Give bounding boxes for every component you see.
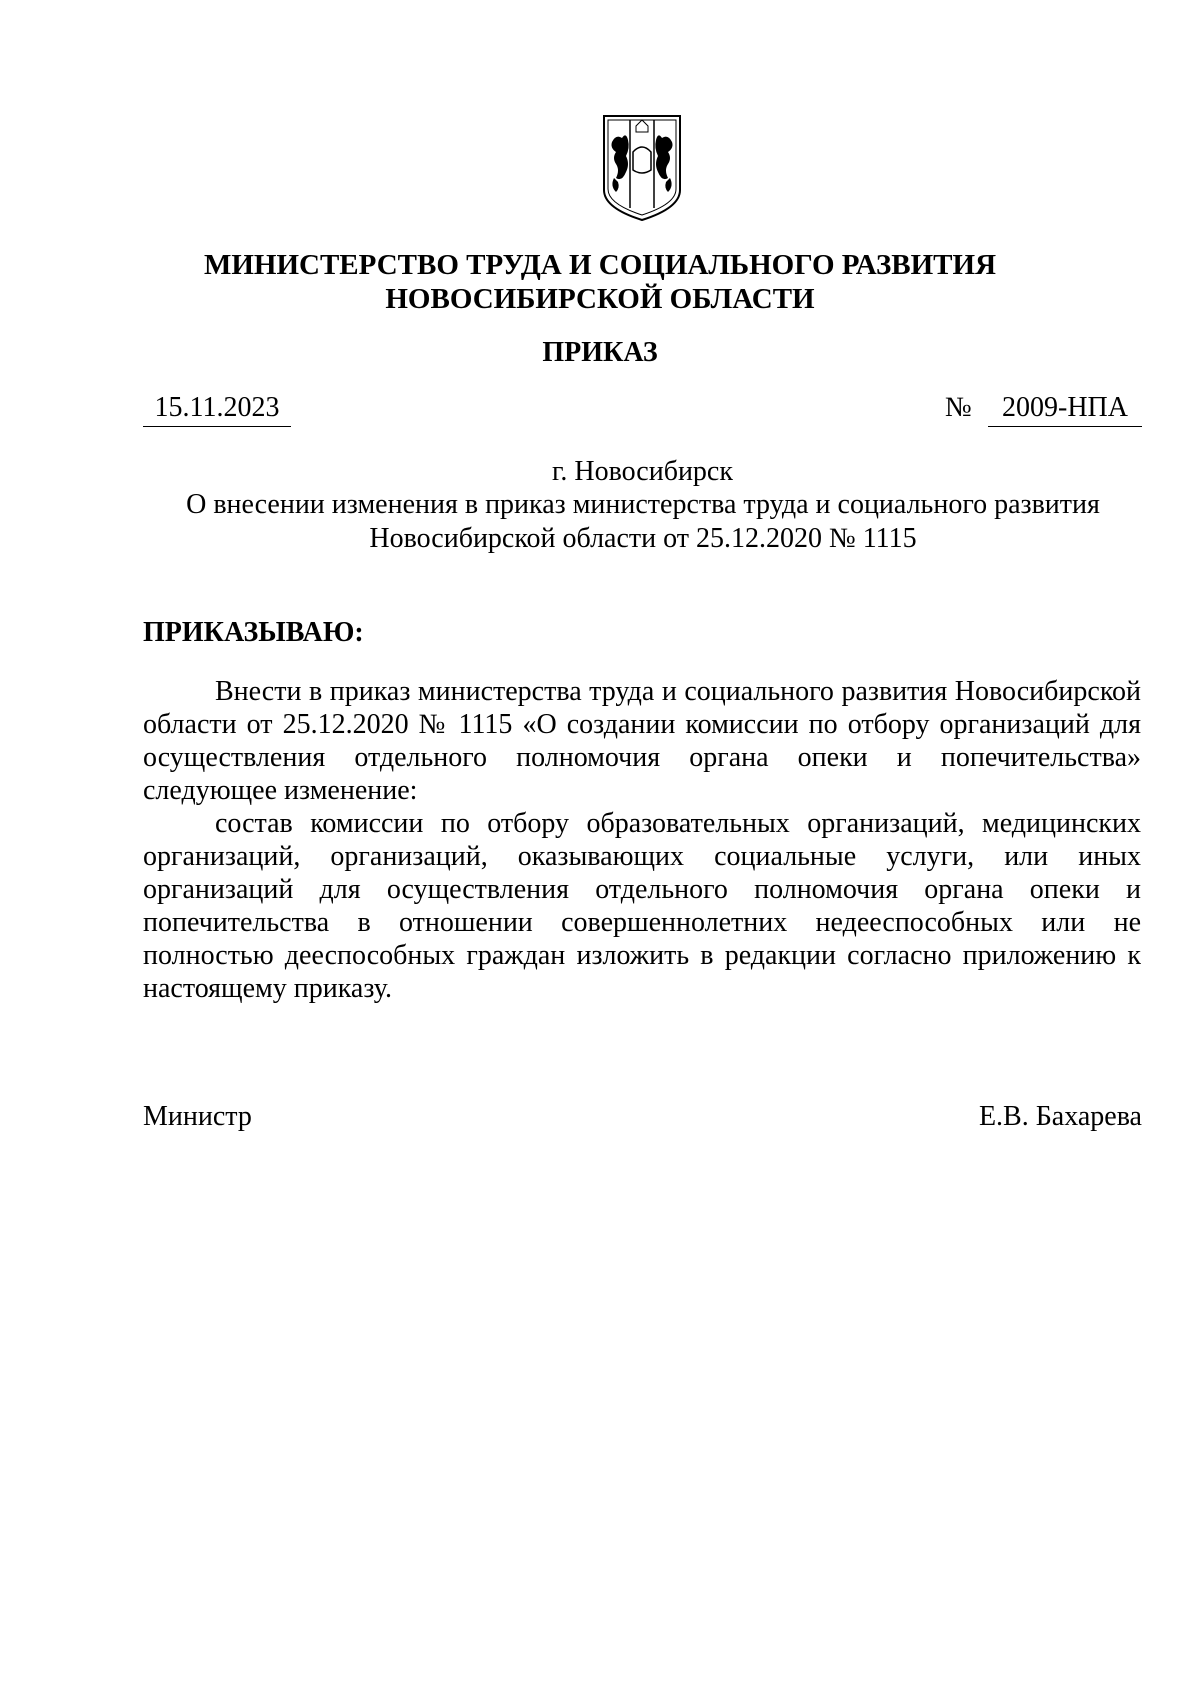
ministry-name-line1: МИНИСТЕРСТВО ТРУДА И СОЦИАЛЬНОГО РАЗВИТИЯ: [203, 249, 997, 281]
coat-of-arms-icon: [600, 112, 684, 224]
ministry-name: [0, 248, 1200, 316]
signatory-name: Е.В. Бахарева: [978, 1101, 1142, 1132]
order-subject-line2: Новосибирской области от 25.12.2020 № 1115: [369, 523, 917, 554]
body-paragraph-2: состав комиссии по отбору образовательных организаций, медицинских организаций, организаций, оказывающих социальные услуги, или иных организаций для осуществления отдельного полномочия органа опеки и попечительства в отношении совершеннолетних недееспособных или не полностью дееспособных граждан изложить в редакции согласно приложению к настоящему приказу.: [143, 808, 1141, 1004]
order-date: 15.11.2023: [143, 390, 291, 427]
order-subject: [143, 488, 1143, 556]
decree-heading: ПРИКАЗЫВАЮ:: [143, 617, 364, 648]
order-number: 2009-НПА: [988, 390, 1142, 427]
signatory-title: Министр: [143, 1101, 252, 1132]
ministry-name-line2: НОВОСИБИРСКОЙ ОБЛАСТИ: [385, 283, 815, 315]
order-city: г. Новосибирск: [552, 456, 733, 487]
order-body: [143, 675, 1141, 1005]
body-paragraph-1: Внести в приказ министерства труда и социального развития Новосибирской области от 25.12.2020 № 1115 «О создании комиссии по отбору организаций для осуществления отдельного полномочия органа опеки и попечительства» следующее изменение:: [143, 676, 1141, 806]
document-type: ПРИКАЗ: [542, 337, 658, 368]
order-subject-line1: О внесении изменения в приказ министерства труда и социального развития: [186, 489, 1100, 520]
order-number-sign: №: [945, 392, 972, 423]
